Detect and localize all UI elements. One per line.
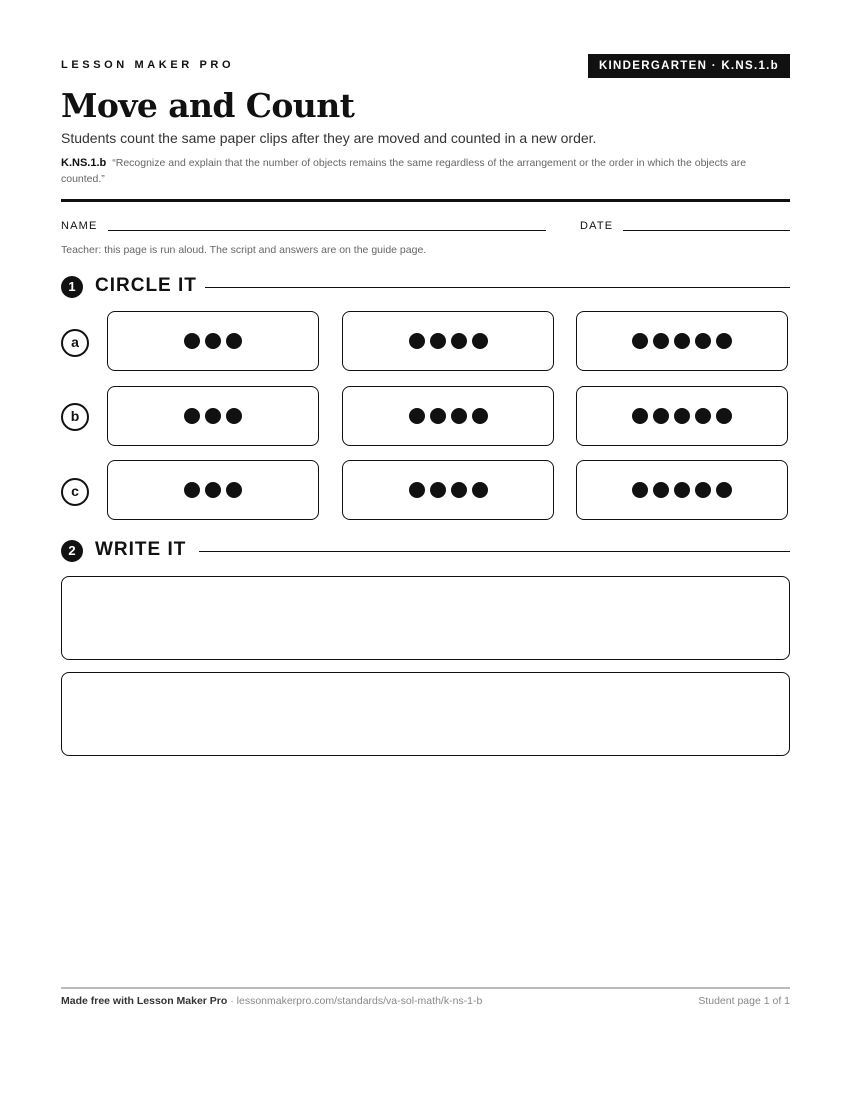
choice-box[interactable] <box>576 386 788 446</box>
counter-dot <box>205 408 221 424</box>
counter-dot <box>451 482 467 498</box>
counter-dot <box>716 482 732 498</box>
footer-page-number: Student page 1 of 1 <box>698 995 790 1007</box>
counter-dot <box>472 333 488 349</box>
row-label-b: b <box>61 403 89 431</box>
page-subtitle: Students count the same paper clips after they are moved and counted in a new order. <box>61 130 597 146</box>
counter-dot <box>409 408 425 424</box>
counter-dot <box>409 333 425 349</box>
choice-box[interactable] <box>342 311 554 371</box>
teacher-note: Teacher: this page is run aloud. The script and answers are on the guide page. <box>61 244 427 256</box>
grade-standard-badge: KINDERGARTEN · K.NS.1.b <box>588 54 790 78</box>
standard-description <box>61 155 790 187</box>
counter-dot <box>653 482 669 498</box>
page-title: Move and Count <box>61 86 355 125</box>
name-field[interactable] <box>108 230 546 231</box>
row-label-c: c <box>61 478 89 506</box>
counter-dot <box>430 482 446 498</box>
counter-dot <box>695 408 711 424</box>
choice-box[interactable] <box>342 460 554 520</box>
footer-credit <box>61 995 482 1007</box>
footer-url[interactable]: lessonmakerpro.com/standards/va-sol-math/k-ns-1-b <box>236 995 483 1007</box>
date-label: DATE <box>580 220 614 232</box>
counter-dot <box>472 408 488 424</box>
counter-dot <box>205 333 221 349</box>
section-circle-it <box>61 276 790 300</box>
counter-dot <box>695 482 711 498</box>
counter-dot <box>430 408 446 424</box>
counter-dot <box>430 333 446 349</box>
counter-dot <box>632 482 648 498</box>
counter-dot <box>674 408 690 424</box>
counter-dot <box>716 408 732 424</box>
counter-dot <box>632 333 648 349</box>
counter-dot <box>695 333 711 349</box>
counter-dot <box>653 408 669 424</box>
footer-made-with: Made free with Lesson Maker Pro <box>61 995 228 1007</box>
counter-dot <box>632 408 648 424</box>
name-label: NAME <box>61 220 98 232</box>
counter-dot <box>184 333 200 349</box>
section-title: WRITE IT <box>95 539 187 560</box>
row-label-a: a <box>61 329 89 357</box>
counter-dot <box>184 482 200 498</box>
section-number: 1 <box>61 276 83 298</box>
choice-box[interactable] <box>107 311 319 371</box>
write-answer-box-2[interactable] <box>61 672 790 756</box>
counter-dot <box>451 333 467 349</box>
section-divider <box>199 551 790 552</box>
section-divider <box>205 287 790 288</box>
header-divider <box>61 199 790 202</box>
counter-dot <box>674 482 690 498</box>
section-number: 2 <box>61 540 83 562</box>
counter-dot <box>205 482 221 498</box>
standard-code: K.NS.1.b <box>61 157 107 169</box>
counter-dot <box>184 408 200 424</box>
choice-box[interactable] <box>576 311 788 371</box>
choice-box[interactable] <box>342 386 554 446</box>
brand-name: LESSON MAKER PRO <box>61 59 235 71</box>
choice-box[interactable] <box>107 386 319 446</box>
counter-dot <box>716 333 732 349</box>
write-answer-box-1[interactable] <box>61 576 790 660</box>
worksheet-page <box>61 0 790 1100</box>
footer-separator: · <box>227 995 237 1007</box>
date-field[interactable] <box>623 230 790 231</box>
counter-dot <box>472 482 488 498</box>
counter-dot <box>653 333 669 349</box>
counter-dot <box>674 333 690 349</box>
counter-dot <box>409 482 425 498</box>
section-write-it <box>61 540 790 564</box>
counter-dot <box>226 482 242 498</box>
section-title: CIRCLE IT <box>95 275 197 296</box>
footer-divider <box>61 987 790 989</box>
standard-text: “Recognize and explain that the number of objects remains the same regardless of the arrangement or the order in which the objects are counted.” <box>61 157 747 185</box>
choice-box[interactable] <box>576 460 788 520</box>
counter-dot <box>226 333 242 349</box>
counter-dot <box>451 408 467 424</box>
choice-box[interactable] <box>107 460 319 520</box>
counter-dot <box>226 408 242 424</box>
